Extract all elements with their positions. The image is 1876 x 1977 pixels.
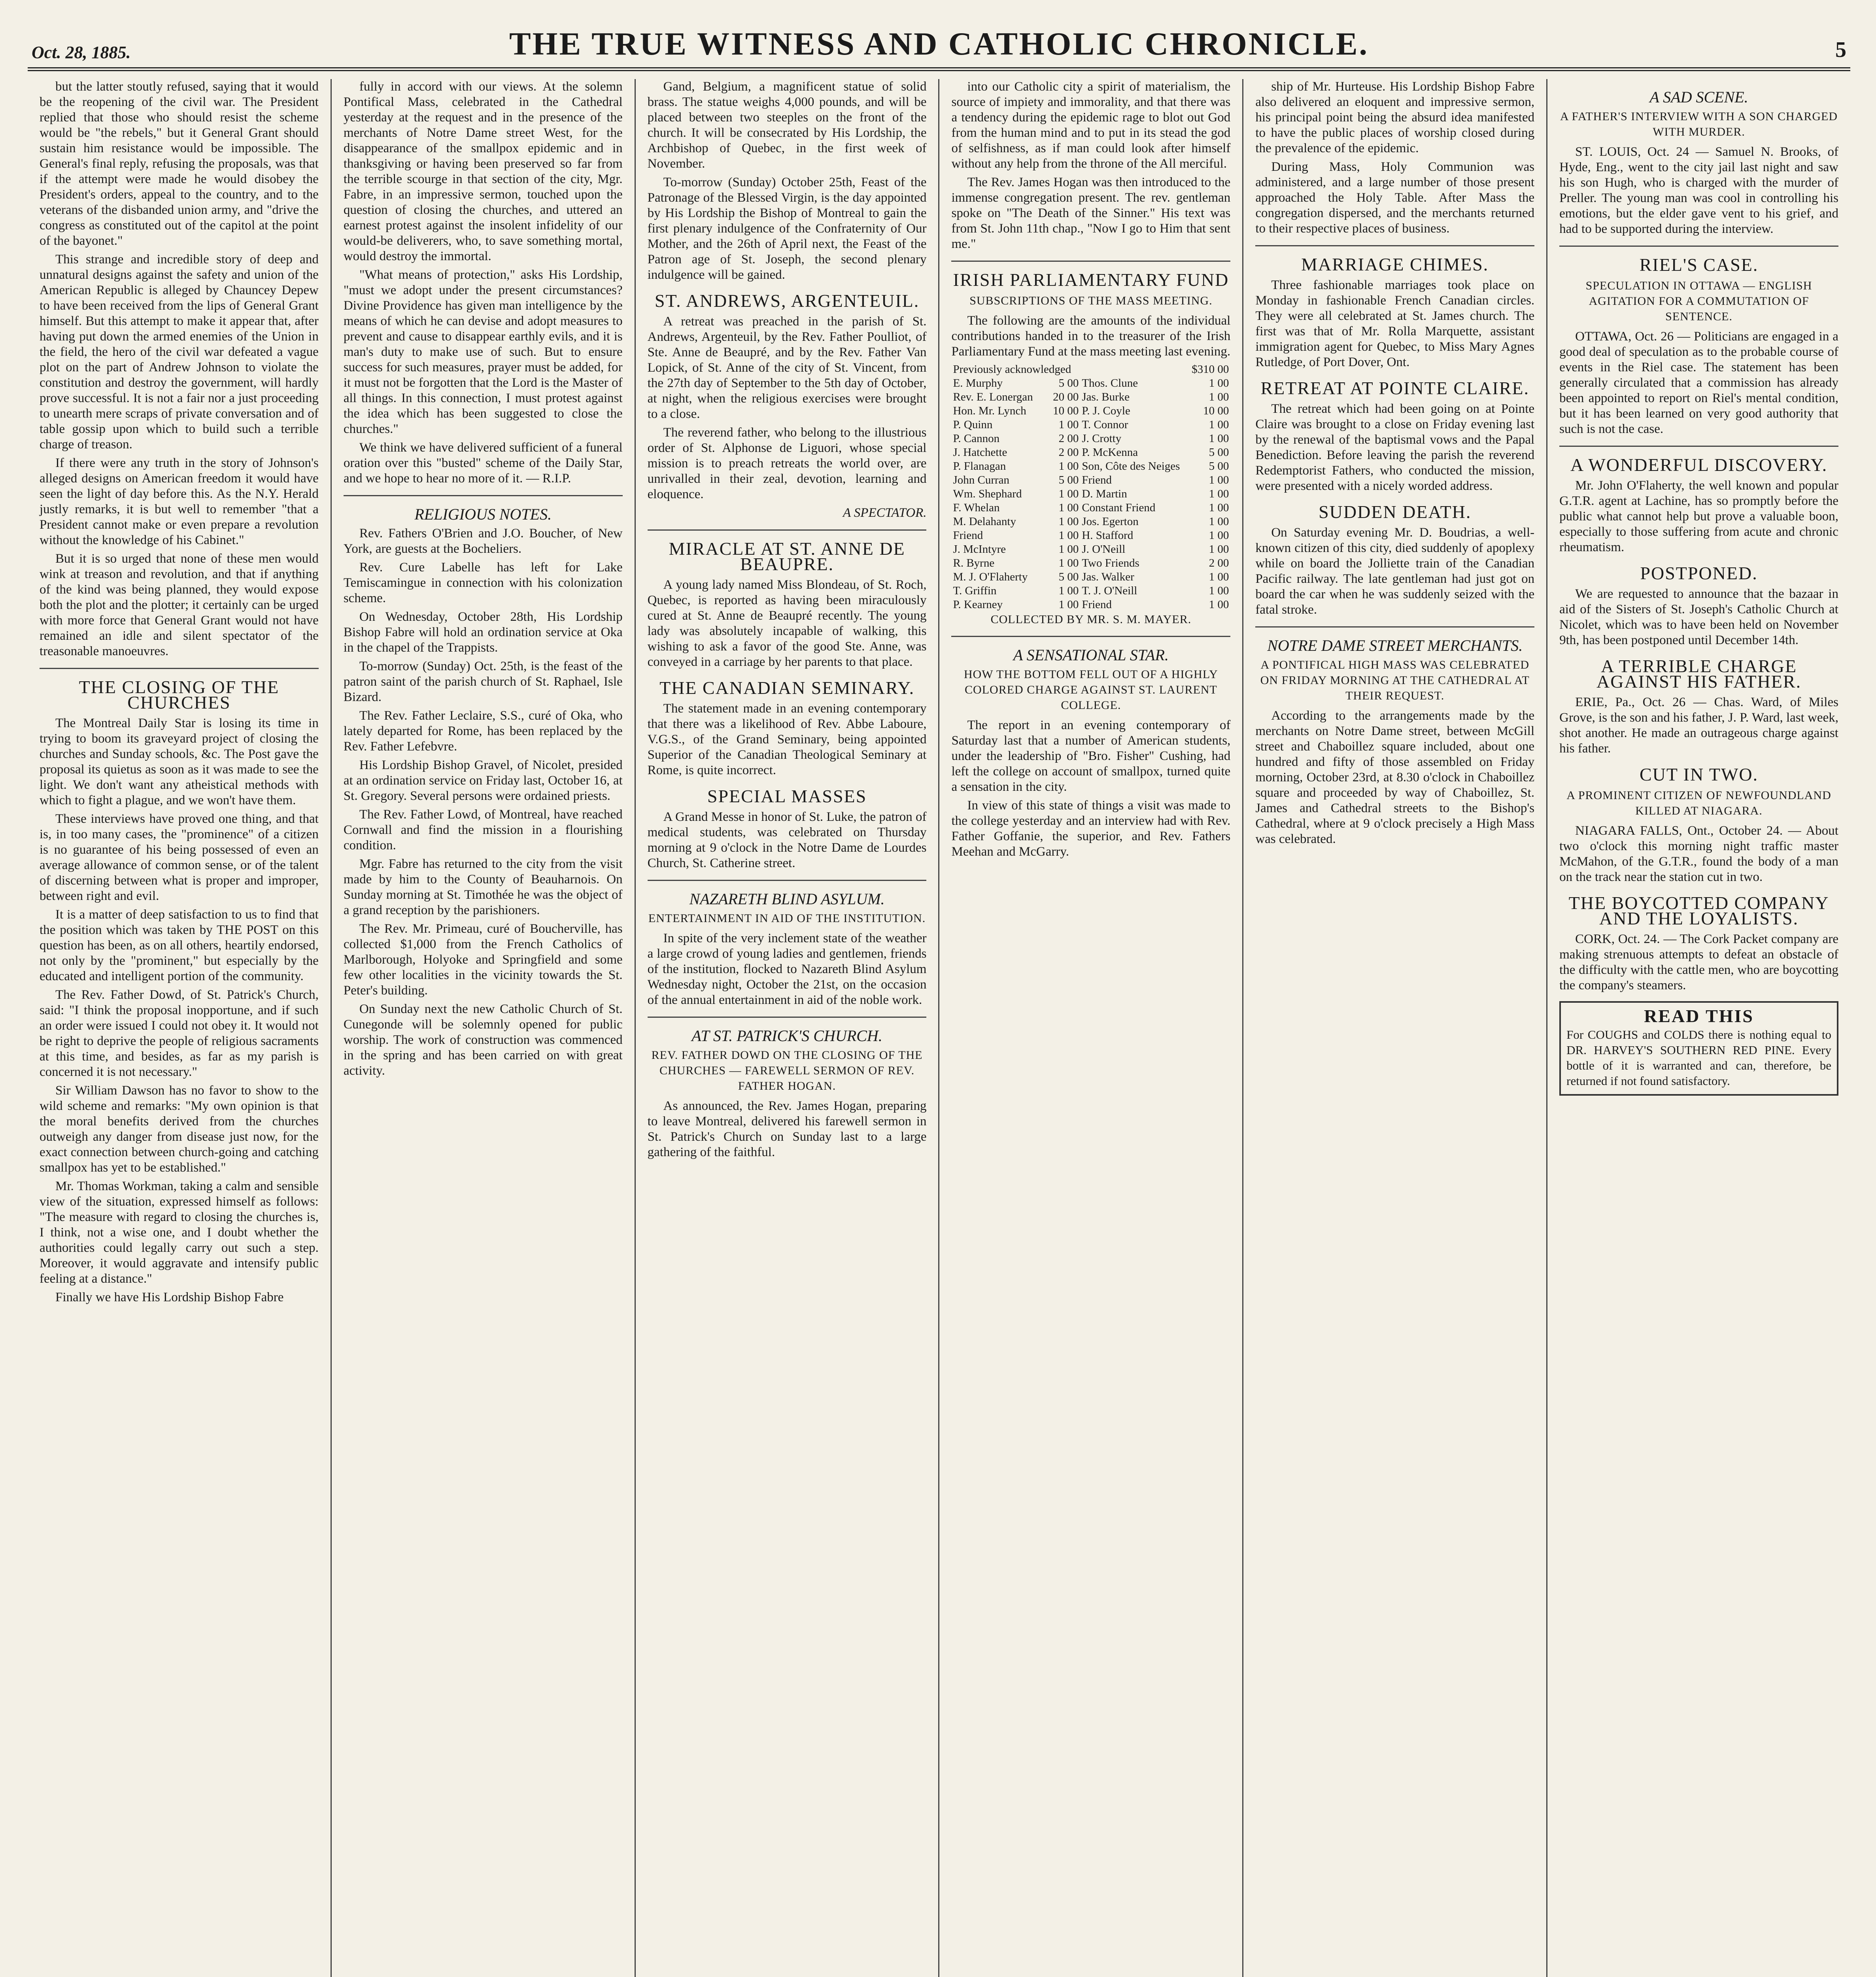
- news-note: The Rev. Mr. Primeau, curé of Boucherville, has collected $1,000 from the French Catholics of Marlborough, Holyoke and Springfield and some few other localities in the vicinity towards the St. Peter's building.: [343, 922, 623, 998]
- column-3: [636, 79, 940, 1977]
- table-row: [951, 542, 1230, 556]
- article-paragraph: fully in accord with our views. At the solemn Pontifical Mass, celebrated in the Cathedral yesterday at the request and in the presence of the merchants of Notre Dame street West, for the disappearance of the smallpox epidemic and in thanksgiving or having been preserved so far from the terrible scourge in that section of the city, Mgr. Fabre, in an impressive sermon, touched upon the question of closing the churches, and uttered an earnest protest against the insolent infidelity of our would-be deliverers, who, to save something mortal, would destroy the immortal.: [343, 79, 623, 263]
- subheadline: REV. FATHER DOWD ON THE CLOSING OF THE CHURCHES — FAREWELL SERMON OF REV. FATHER HOGAN.: [651, 1049, 923, 1092]
- subheadline: HOW THE BOTTOM FELL OUT OF A HIGHLY COLORED CHARGE AGAINST ST. LAURENT COLLEGE.: [964, 668, 1218, 712]
- table-cell: 1 00: [1058, 515, 1079, 528]
- article-paragraph: We think we have delivered sufficient of a funeral oration over this "busted" scheme of the Daily Star, and we hope to hear no more of it. — R.I.P.: [343, 440, 623, 486]
- table-cell: 1 00: [1209, 571, 1229, 583]
- headline-st-andrews: ST. ANDREWS, ARGENTEUIL.: [654, 291, 920, 311]
- article-paragraph: The Rev. James Hogan was then introduced to the immense congregation present. The rev. gentleman spoke on "The Death of the Sinner." His text was from St. John 11th chap., "Now I go to Him that sent me.": [951, 175, 1231, 251]
- subheadline: SPECULATION IN OTTAWA — ENGLISH AGITATION FOR A COMMUTATION OF SENTENCE.: [1585, 279, 1812, 323]
- table-cell: 5 00: [1058, 377, 1079, 389]
- article-paragraph: In spite of the very inclement state of the weather a large crowd of young ladies and gentlemen, friends of the institution, flocked to Nazareth Blind Asylum Wednesday night, October the 21st, on the occasion of the annual entertainment in aid of the noble work.: [647, 931, 927, 1007]
- headline-closing-churches: THE CLOSING OF THE CHURCHES: [79, 677, 280, 713]
- article-paragraph: The reverend father, who belong to the illustrious order of St. Alphonse de Liguori, whose special mission is to preach retreats the world over, are unrivalled in their zeal, devotion, learning and eloquence.: [647, 425, 927, 501]
- table-cell: 10 00: [1053, 404, 1079, 417]
- article-paragraph: ST. LOUIS, Oct. 24 — Samuel N. Brooks, of Hyde, Eng., went to the city jail last night and saw his son Hugh, who is charged with the murder of Preller. The young man was cool in controlling his emotions, but the elder gave vent to his grief, and had to be supported during the interview.: [1559, 145, 1838, 236]
- news-note: His Lordship Bishop Gravel, of Nicolet, presided at an ordination service on Friday last, October 16, at St. Gregory. Several persons were ordained priests.: [343, 758, 623, 803]
- table-cell: $310 00: [1192, 363, 1229, 376]
- news-note: The Rev. Father Lowd, of Montreal, have reached Cornwall and find the mission in a flourishing condition.: [343, 807, 623, 852]
- subheadline: COLLECTED BY MR. S. M. MAYER.: [990, 613, 1192, 626]
- advertisement-box: [1559, 1001, 1838, 1096]
- headline-terrible-charge: A TERRIBLE CHARGE AGAINST HIS FATHER.: [1596, 656, 1802, 692]
- table-cell: 1 00: [1058, 460, 1079, 473]
- advertisement-title: READ THIS: [1644, 1006, 1754, 1026]
- article-paragraph: It is a matter of deep satisfaction to us to find that the position which was taken by THE POST on this question has been, as on all others, heartily endorsed, not only by the "prominent," but especially by the educated and intelligent portion of the community.: [40, 907, 319, 983]
- table-cell: D. Martin: [1082, 488, 1127, 500]
- column-5: [1243, 79, 1547, 1977]
- article-paragraph: ship of Mr. Hurteuse. His Lordship Bishop Fabre also delivered an eloquent and impressive sermon, his principal point being the absurd idea manifested to have the public places of worship closed during the prevalence of the epidemic.: [1255, 79, 1535, 155]
- advertisement-text: For COUGHS and COLDS there is nothing equal to DR. HARVEY'S SOUTHERN RED PINE. Every bottle of it is warranted and can, therefore, be returned if not found satisfactory.: [1566, 1028, 1831, 1088]
- subheadline: A PONTIFICAL HIGH MASS WAS CELEBRATED ON FRIDAY MORNING AT THE CATHEDRAL AT THEIR REQUEST.: [1260, 658, 1530, 702]
- table-cell: T. Griffin: [953, 584, 997, 597]
- table-cell: 5 00: [1209, 460, 1229, 473]
- news-note: Rev. Fathers O'Brien and J.O. Boucher, of New York, are guests at the Bocheliers.: [343, 526, 623, 556]
- table-cell: 1 00: [1209, 488, 1229, 500]
- headline-seminary: THE CANADIAN SEMINARY.: [659, 678, 915, 698]
- table-cell: 1 00: [1209, 391, 1229, 403]
- headline-riels-case: RIEL'S CASE.: [1639, 255, 1759, 275]
- table-cell: Jos. Egerton: [1082, 515, 1139, 528]
- table-row: [951, 529, 1230, 542]
- column-4: [939, 79, 1243, 1977]
- article-paragraph: A retreat was preached in the parish of St. Andrews, Argenteuil, by the Rev. Father Poulliot, of Ste. Anne de Beaupré, and by the Rev. Father Van Lopick, of St. Anne of the city of St. Vincent, from the 27th day of September to the 5th day of October, at night, when the religious exercises were brought to a close.: [647, 314, 927, 421]
- table-cell: 2 00: [1058, 446, 1079, 459]
- headline-marriage-chimes: MARRIAGE CHIMES.: [1301, 254, 1489, 274]
- divider: [951, 636, 1230, 637]
- article-paragraph: But it is so urged that none of these men would wink at treason and revolution, and that if anything of the kind was being planned, they would expose both the plot and the plotter; it certainly can be urged with more force that General Grant would not have remained an idle and silent spectator of the treasonable manoeuvres.: [40, 552, 319, 658]
- table-cell: 5 00: [1058, 474, 1079, 486]
- article-paragraph: A young lady named Miss Blondeau, of St. Roch, Quebec, is reported as having been miraculously cured at St. Anne de Beaupré recently. The young lady was absolutely incapable of walking, this wishing to ask a favor of the good Ste. Anne, was conveyed in a carriage by her parents to that place.: [647, 578, 927, 669]
- table-cell: 1 00: [1058, 529, 1079, 542]
- article-paragraph: The Rev. Father Dowd, of St. Patrick's Church, said: "I think the proposal inopportune, and if such an order were issued I could not obey it. It would not be right to deprive the people of religious sacraments at this time, and besides, as far as my parish is concerned it is not necessary.": [40, 988, 319, 1079]
- masthead: [28, 20, 1850, 71]
- divider: [648, 1017, 927, 1018]
- table-row: [951, 487, 1230, 501]
- news-note: The Rev. Father Leclaire, S.S., curé of Oka, who lately departed for Rome, has been replaced by the Rev. Father Lefebvre.: [343, 709, 623, 754]
- column-1: [28, 79, 332, 1977]
- page-number: 5: [1835, 38, 1846, 62]
- article-paragraph: Mr. John O'Flaherty, the well known and popular G.T.R. agent at Lachine, has so promptly before the public what cannot help but prove a valuable boon, especially to those suffering from acute and chronic rheumatism.: [1559, 478, 1838, 554]
- headline-st-patricks: AT ST. PATRICK'S CHURCH.: [691, 1027, 882, 1045]
- article-paragraph: The following are the amounts of the individual contributions handed in to the treasurer of the Irish Parliamentary Fund at the mass meeting last evening.: [951, 314, 1231, 359]
- subheadline: A FATHER'S INTERVIEW WITH A SON CHARGED WITH MURDER.: [1560, 110, 1838, 138]
- table-cell: 1 00: [1209, 543, 1229, 556]
- article-paragraph: If there were any truth in the story of Johnson's alleged designs on American freedom it would have seen the light of day before this. As the N.Y. Herald justly remarks, it is but well to remember "that a President cannot make or even prepare a revolution without the knowledge of his Cabinet.": [40, 456, 319, 547]
- article-paragraph: The retreat which had been going on at Pointe Claire was brought to a close on Friday evening last by the renewal of the baptismal vows and the Papal Benediction. Before leaving the parish the reverend Redemptorist Fathers, who conducted the mission, were presented with a nicely worded address.: [1255, 402, 1535, 493]
- table-row: [951, 432, 1230, 446]
- table-row: [951, 515, 1230, 529]
- table-cell: P. J. Coyle: [1082, 404, 1130, 417]
- table-cell: F. Whelan: [953, 501, 1000, 514]
- article-paragraph: Three fashionable marriages took place on Monday in fashionable French Canadian circles. They were all celebrated at St. James church. The first was that of Mr. Rolla Marquette, assistant immigration agent for Quebec, to Miss Mary Agnes Rutledge, of Port Dover, Ont.: [1255, 278, 1535, 369]
- table-cell: 1 00: [1209, 598, 1229, 611]
- article-paragraph: CORK, Oct. 24. — The Cork Packet company are making strenuous attempts to defeat an obstacle of the difficulty with the cattle men, who are boycotting the company's steamers.: [1559, 932, 1838, 992]
- table-cell: 2 00: [1209, 557, 1229, 569]
- divider: [1559, 446, 1838, 447]
- table-cell: 5 00: [1209, 446, 1229, 459]
- headline-cut-in-two: CUT IN TWO.: [1639, 764, 1759, 784]
- table-cell: J. Crotty: [1082, 432, 1122, 445]
- article-paragraph: into our Catholic city a spirit of materialism, the source of impiety and immorality, and that there was a tendency during the epidemic rage to blot out God from the human mind and to put in its stead the god of selfishness, as if man could look after himself without any help from the throne of the All merciful.: [951, 79, 1231, 171]
- headline-sensational-star: A SENSATIONAL STAR.: [1013, 646, 1169, 664]
- table-cell: 1 00: [1058, 557, 1079, 569]
- table-row: [951, 598, 1230, 612]
- divider: [40, 668, 319, 669]
- table-row: [951, 556, 1230, 570]
- article-columns: [28, 79, 1850, 1977]
- newspaper-page: [28, 20, 1850, 1977]
- article-paragraph: The Montreal Daily Star is losing its time in trying to boom its graveyard project of closing the churches and Sunday schools, &c. The Post gave the proposal its quietus as soon as it was made to see the light. We don't want any atheistical methods with which to fight a plague, and we won't have them.: [40, 716, 319, 807]
- table-row: [951, 390, 1230, 404]
- byline-signature: A SPECTATOR.: [843, 506, 927, 520]
- table-cell: 1 00: [1209, 529, 1229, 542]
- table-row: [951, 418, 1230, 432]
- headline-retreat: RETREAT AT POINTE CLAIRE.: [1260, 378, 1529, 398]
- table-cell: 20 00: [1053, 391, 1079, 403]
- subscription-table: [951, 363, 1230, 612]
- table-cell: 1 00: [1058, 488, 1079, 500]
- table-cell: P. Kearney: [953, 598, 1003, 611]
- divider: [648, 529, 927, 531]
- headline-postponed: POSTPONED.: [1640, 563, 1758, 583]
- divider: [344, 495, 623, 496]
- table-cell: 1 00: [1058, 584, 1079, 597]
- column-6: [1547, 79, 1850, 1977]
- table-cell: 10 00: [1203, 404, 1229, 417]
- table-cell: P. Quinn: [953, 418, 993, 431]
- table-row: [951, 459, 1230, 473]
- news-note: On Sunday next the new Catholic Church of St. Cunegonde will be solemnly opened for public worship. The work of construction was commenced in the spring and has been carried on with great activity.: [343, 1002, 623, 1078]
- article-paragraph: Mr. Thomas Workman, taking a calm and sensible view of the situation, expressed himself as follows: "The measure with regard to closing the churches is, I think, not a wise one, and I doubt whether the authorities could legally carry out such a step. Moreover, it would aggravate and intensify public feeling at a distance.": [40, 1179, 319, 1286]
- news-note: To-morrow (Sunday) Oct. 25th, is the feast of the patron saint of the parish church of St. Raphael, Isle Bizard.: [343, 659, 623, 704]
- table-cell: P. Flanagan: [953, 460, 1006, 473]
- article-paragraph: Sir William Dawson has no favor to show to the wild scheme and remarks: "My own opinion is that the moral benefits derived from the churches outweigh any danger from disease just now, for the exact connection between church-going and catching smallpox has yet to be established.": [40, 1083, 319, 1175]
- table-cell: M. J. O'Flaherty: [953, 571, 1028, 583]
- subheadline: SUBSCRIPTIONS OF THE MASS MEETING.: [969, 294, 1213, 307]
- article-paragraph: According to the arrangements made by the merchants on Notre Dame street, between McGill street and Chaboillez square included, about one hundred and fifty of those assembled on Friday morning, October 23rd, at 8.30 o'clock in Chaboillez square and proceeded by way of Chaboillez, St. James and Cathedral streets to the Bishop's Cathedral, where at 9 o'clock precisely a High Mass was celebrated.: [1255, 709, 1535, 846]
- divider: [951, 261, 1230, 262]
- headline-boycotted-company: THE BOYCOTTED COMPANY AND THE LOYALISTS.: [1568, 893, 1829, 928]
- article-paragraph: The statement made in an evening contemporary that there was a likelihood of Rev. Abbe Laboure, V.G.S., of the Grand Seminary, being appointed Superior of the Canadian Theological Seminary at Rome, is quite incorrect.: [647, 701, 927, 777]
- article-paragraph: This strange and incredible story of deep and unnatural designs against the safety and union of the American Republic is alleged by Chauncey Depew to have been received from the lips of General Grant himself. But this attempt to make it appear that, after having put down the armed enemies of the Union in the field, the hero of the civil war defeated a vague plot on the part of Andrew Johnson to violate the constitution and destroy the government, will hardly prove successful. It is not a fair nor a just proceeding to unearth mere scraps of private conversation and of table gossip upon which to build such a terrible charge of treason.: [40, 252, 319, 452]
- table-row: [951, 473, 1230, 487]
- article-paragraph: The report in an evening contemporary of Saturday last that a number of American students, under the leadership of "Bro. Fisher" Cushing, had left the college on account of smallpox, turned quite a sensation in the city.: [951, 718, 1231, 794]
- article-paragraph: but the latter stoutly refused, saying that it would be the reopening of the civil war. The President replied that those who should resist the scheme would be "the rebels," but it General Grant should sustain him resistance would be impossible. The General's final reply, refusing the proposals, was that if the attempt were made he would disobey the President's orders, appeal to the country, and to the veterans of the disbanded union army, and "drive the congress as constituted out of the capitol at the point of the bayonet.": [40, 79, 319, 248]
- table-cell: Jas. Walker: [1082, 571, 1134, 583]
- headline-notre-dame-merchants: NOTRE DAME STREET MERCHANTS.: [1267, 637, 1523, 654]
- table-cell: T. Connor: [1082, 418, 1128, 431]
- headline-special-masses: SPECIAL MASSES: [707, 786, 867, 806]
- table-cell: 1 00: [1209, 418, 1229, 431]
- table-cell: 1 00: [1209, 584, 1229, 597]
- table-cell: Previously acknowledged: [953, 363, 1071, 376]
- table-cell: Thos. Clune: [1082, 377, 1138, 389]
- headline-sudden-death: SUDDEN DEATH.: [1319, 502, 1472, 522]
- headline-discovery: A WONDERFUL DISCOVERY.: [1570, 455, 1828, 475]
- headline-religious-notes: RELIGIOUS NOTES.: [414, 505, 552, 523]
- divider: [1255, 626, 1534, 627]
- divider: [1559, 246, 1838, 247]
- article-paragraph: During Mass, Holy Communion was administered, and a large number of those present approached the Holy Table. After Mass the congregation dispersed, and the merchants returned to their respective places of business.: [1255, 160, 1535, 236]
- table-cell: M. Delahanty: [953, 515, 1016, 528]
- table-row: [951, 584, 1230, 598]
- article-paragraph: ERIE, Pa., Oct. 26 — Chas. Ward, of Miles Grove, is the son and his father, J. P. Ward, last week, shot another. He made an outrageous charge against his father.: [1559, 695, 1838, 756]
- table-cell: 1 00: [1058, 501, 1079, 514]
- news-note: Rev. Cure Labelle has left for Lake Temiscamingue in connection with his colonization scheme.: [343, 560, 623, 605]
- divider: [1255, 245, 1534, 246]
- table-cell: Wm. Shephard: [953, 488, 1022, 500]
- table-cell: 1 00: [1058, 598, 1079, 611]
- column-2: [332, 79, 636, 1977]
- news-note: Mgr. Fabre has returned to the city from the visit made by him to the County of Beauharnois. On Sunday morning at St. Timothée he was the object of a grand reception by the parishioners.: [343, 857, 623, 917]
- headline-nazareth-asylum: NAZARETH BLIND ASYLUM.: [689, 890, 885, 908]
- article-paragraph: These interviews have proved one thing, and that is, in too many cases, the "prominence" of a citizen is no guarantee of his being possessed of even an average allowance of common sense, or of the talent of discerning between what is proper and improper, between right and evil.: [40, 812, 319, 903]
- article-paragraph: In view of this state of things a visit was made to the college yesterday and an interview had with Rev. Father Goffanie, the superior, and Rev. Fathers Meehan and McGarry.: [951, 798, 1231, 859]
- table-row: [951, 446, 1230, 459]
- table-cell: 1 00: [1209, 377, 1229, 389]
- table-cell: J. McIntyre: [953, 543, 1006, 556]
- table-cell: 1 00: [1058, 418, 1079, 431]
- table-row: [951, 376, 1230, 390]
- article-paragraph: A Grand Messe in honor of St. Luke, the patron of medical students, was celebrated on Thursday morning at 9 o'clock in the Notre Dame de Lourdes Church, St. Catherine street.: [647, 810, 927, 870]
- table-cell: H. Stafford: [1082, 529, 1134, 542]
- table-row: [951, 570, 1230, 584]
- headline-sad-scene: A SAD SCENE.: [1649, 88, 1748, 106]
- issue-date: Oct. 28, 1885.: [32, 43, 131, 62]
- divider: [648, 880, 927, 881]
- article-paragraph: To-morrow (Sunday) October 25th, Feast of the Patronage of the Blessed Virgin, is the day appointed by His Lordship the Bishop of Montreal to gain the first plenary indulgence of the Confraternity of Our Mother, and the 26th of April next, the Feast of the Patron age of St. Joseph, the second plenary indulgence will be gained.: [647, 175, 927, 282]
- article-paragraph: "What means of protection," asks His Lordship, "must we adopt under the present circumstances? Divine Providence has given man intelligence by the means of which he can devise and adopt measures to prevent and cause to disappear earthly evils, and it is man's duty to make use of such. But to ensure success for such measures, prayer must be added, for it must not be forgotten that the Lord is the Master of all things. In this connection, I must protest against the idea which has been suggested to close the churches.": [343, 268, 623, 436]
- table-cell: T. J. O'Neill: [1082, 584, 1137, 597]
- table-cell: Jas. Burke: [1082, 391, 1130, 403]
- table-cell: 1 00: [1209, 432, 1229, 445]
- article-paragraph: Finally we have His Lordship Bishop Fabre: [55, 1290, 284, 1304]
- table-cell: J. Hatchette: [953, 446, 1007, 459]
- table-cell: 1 00: [1209, 501, 1229, 514]
- table-cell: E. Murphy: [953, 377, 1003, 389]
- table-row: [951, 363, 1230, 376]
- article-paragraph: As announced, the Rev. James Hogan, preparing to leave Montreal, delivered his farewell sermon in St. Patrick's Church on Sunday last to a large gathering of the faithful.: [647, 1099, 927, 1159]
- table-cell: Two Friends: [1082, 557, 1139, 569]
- article-paragraph: OTTAWA, Oct. 26 — Politicians are engaged in a good deal of speculation as to the probable course of events in the Riel case. The statement has been generally circulated that a commission has already been appointed to report on Riel's mental condition, but it has been learned on very good authority that such is not the case.: [1559, 329, 1838, 436]
- news-note: On Wednesday, October 28th, His Lordship Bishop Fabre will hold an ordination service at Oka in the chapel of the Trappists.: [343, 610, 623, 655]
- table-cell: Rev. E. Lonergan: [953, 391, 1033, 403]
- table-cell: Friend: [953, 529, 983, 542]
- table-cell: P. Cannon: [953, 432, 1000, 445]
- article-paragraph: We are requested to announce that the bazaar in aid of the Sisters of St. Joseph's Catholic Church at Nicolet, which was to have been held on November 9th, has been postponed until December 14th.: [1559, 587, 1838, 647]
- article-paragraph: NIAGARA FALLS, Ont., October 24. — About two o'clock this morning night traffic master McMahon, of the G.T.R., found the body of a man on the track near the station cut in two.: [1559, 824, 1838, 884]
- table-cell: 5 00: [1058, 571, 1079, 583]
- table-cell: 1 00: [1209, 515, 1229, 528]
- table-cell: Constant Friend: [1082, 501, 1156, 514]
- table-cell: R. Byrne: [953, 557, 995, 569]
- table-cell: P. McKenna: [1082, 446, 1138, 459]
- newspaper-title: THE TRUE WITNESS AND CATHOLIC CHRONICLE.: [509, 26, 1369, 62]
- table-cell: 1 00: [1209, 474, 1229, 486]
- table-cell: Friend: [1082, 598, 1112, 611]
- subheadline: ENTERTAINMENT IN AID OF THE INSTITUTION.: [648, 912, 926, 925]
- headline-irish-fund: IRISH PARLIAMENTARY FUND: [953, 270, 1229, 290]
- table-cell: John Curran: [953, 474, 1010, 486]
- table-row: [951, 404, 1230, 418]
- article-paragraph: Gand, Belgium, a magnificent statue of solid brass. The statue weighs 4,000 pounds, and will be placed between two steeples on the front of the church. It will be consecrated by His Lordship, the Archbishop of Quebec, in the first week of November.: [647, 79, 927, 171]
- table-cell: Hon. Mr. Lynch: [953, 404, 1026, 417]
- headline-miracle: MIRACLE AT ST. ANNE DE BEAUPRE.: [669, 539, 905, 574]
- table-cell: J. O'Neill: [1082, 543, 1126, 556]
- table-cell: 2 00: [1058, 432, 1079, 445]
- table-cell: 1 00: [1058, 543, 1079, 556]
- article-paragraph: On Saturday evening Mr. D. Boudrias, a well-known citizen of this city, died suddenly of apoplexy while on board the Jolliette train of the Canadian Pacific railway. The late gentleman had just got on board the car when he was suddenly seized with the fatal stroke.: [1255, 525, 1535, 617]
- table-row: [951, 501, 1230, 515]
- subheadline: A PROMINENT CITIZEN OF NEWFOUNDLAND KILLED AT NIAGARA.: [1566, 789, 1831, 817]
- table-cell: Son, Côte des Neiges: [1082, 460, 1180, 473]
- table-cell: Friend: [1082, 474, 1112, 486]
